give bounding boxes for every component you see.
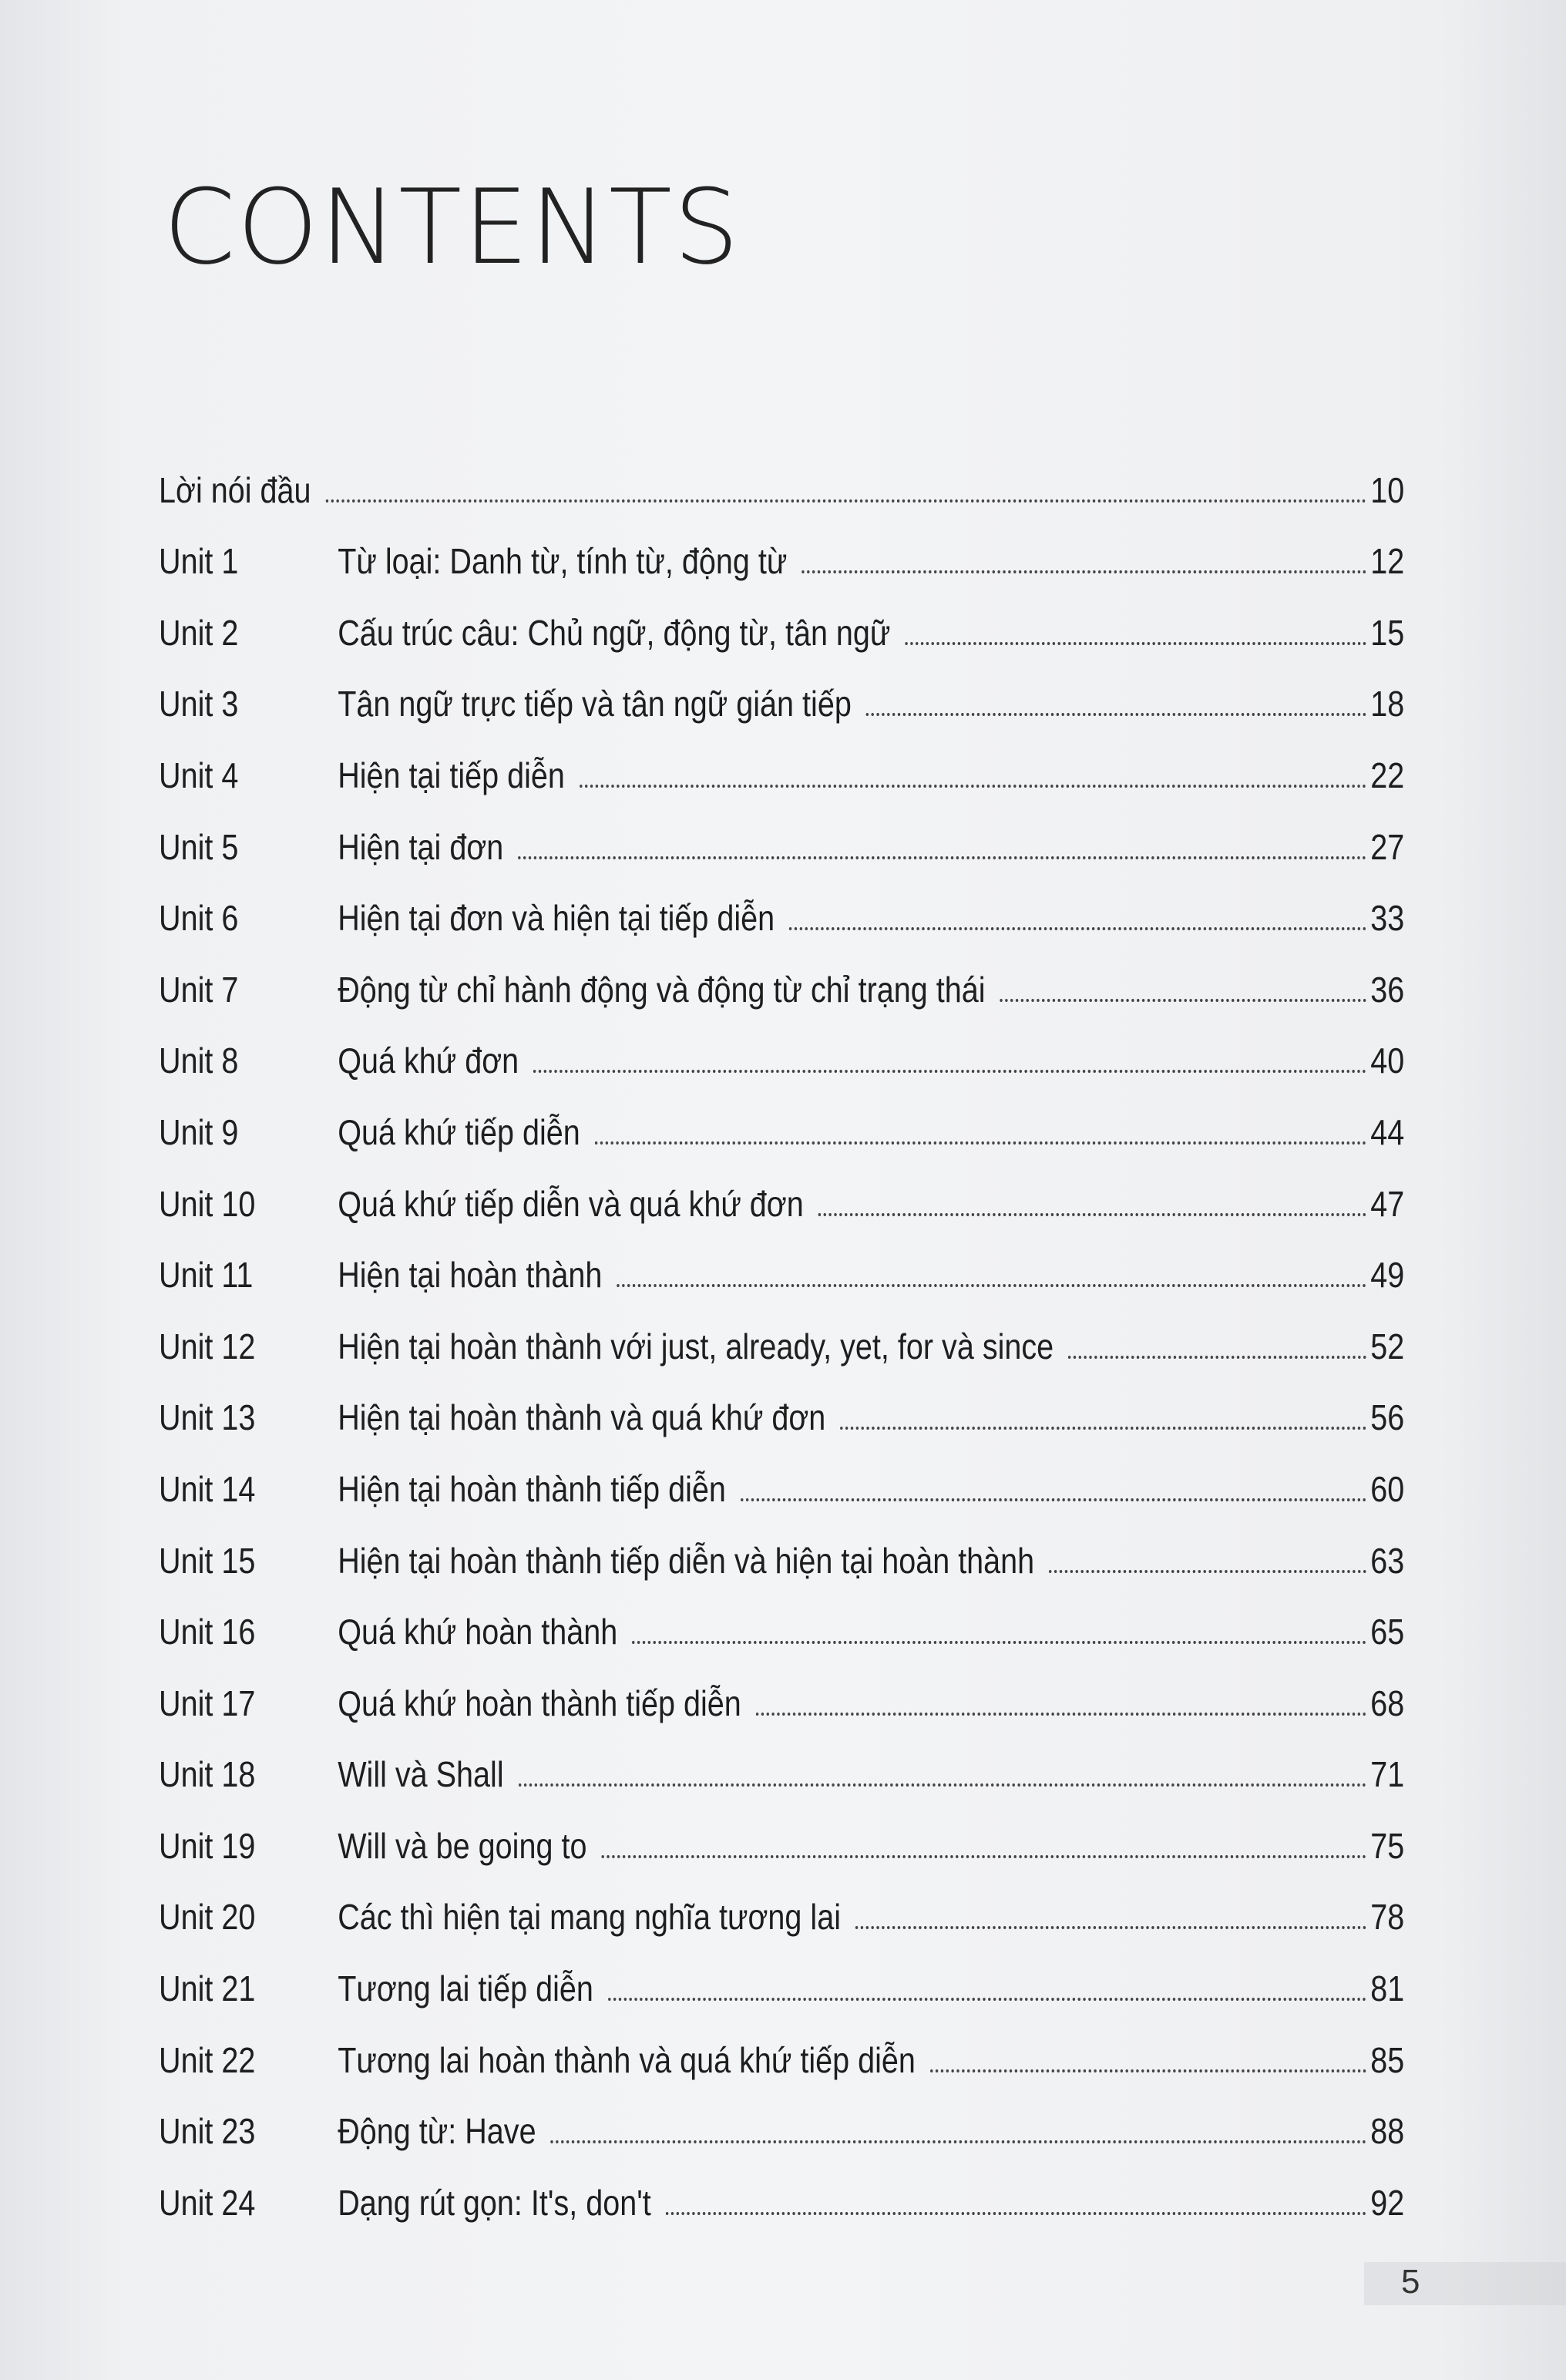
unit-title: Quá khứ hoàn thành tiếp diễn [338, 1682, 741, 1723]
unit-title: Quá khứ đơn [338, 1040, 519, 1081]
unit-number: Unit 1 [159, 541, 239, 582]
toc-row [159, 1380, 1404, 1451]
page-number: 75 [1370, 1825, 1405, 1866]
footer-band [1364, 2262, 1566, 2305]
dot-leader [518, 856, 1366, 859]
unit-title: Dạng rút gọn: It's, don't [338, 2182, 651, 2223]
preface-label: Lời nói đầu [159, 469, 311, 510]
dot-leader [580, 785, 1366, 788]
toc-row [159, 1237, 1404, 1309]
dot-leader [608, 1998, 1366, 2001]
dot-leader [666, 2212, 1366, 2215]
page-number: 65 [1370, 1612, 1405, 1652]
toc-row [159, 1736, 1404, 1808]
unit-title: Hiện tại hoàn thành [338, 1255, 603, 1296]
unit-number: Unit 15 [159, 1540, 256, 1581]
toc-row [159, 737, 1404, 808]
unit-number: Unit 4 [159, 755, 239, 795]
toc-row [159, 594, 1404, 666]
table-of-contents [159, 452, 1404, 2236]
unit-number: Unit 11 [159, 1255, 254, 1296]
toc-row [159, 2022, 1404, 2093]
unit-title: Hiện tại hoàn thành với just, already, yet, for và since [338, 1326, 1054, 1366]
page-number: 60 [1370, 1468, 1405, 1509]
dot-leader [855, 1926, 1366, 1929]
page-number: 27 [1370, 826, 1405, 867]
dot-leader [1049, 1570, 1366, 1573]
unit-number: Unit 8 [159, 1040, 239, 1081]
toc-row [159, 1094, 1404, 1165]
unit-number: Unit 17 [159, 1682, 256, 1723]
unit-number: Unit 20 [159, 1897, 256, 1938]
dot-leader [632, 1641, 1366, 1644]
toc-row [159, 666, 1404, 738]
unit-title: Hiện tại tiếp diễn [338, 755, 565, 795]
unit-number: Unit 5 [159, 826, 239, 867]
toc-row [159, 1308, 1404, 1380]
page-number: 63 [1370, 1540, 1405, 1581]
toc-row [159, 1594, 1404, 1666]
toc-row [159, 523, 1404, 595]
dot-leader [840, 1427, 1366, 1430]
page-number: 52 [1370, 1326, 1405, 1366]
unit-title: Các thì hiện tại mang nghĩa tương lai [338, 1897, 842, 1938]
page-number: 56 [1370, 1397, 1405, 1438]
page-number: 40 [1370, 1040, 1405, 1081]
unit-title: Will và be going to [338, 1825, 587, 1866]
toc-row [159, 2093, 1404, 2165]
page-number: 78 [1370, 1897, 1405, 1938]
dot-leader [519, 1783, 1367, 1787]
unit-number: Unit 14 [159, 1468, 256, 1509]
page-number: 18 [1370, 684, 1405, 724]
unit-number: Unit 16 [159, 1612, 256, 1652]
unit-title: Quá khứ hoàn thành [338, 1612, 618, 1652]
unit-title: Will và Shall [338, 1754, 504, 1795]
unit-number: Unit 10 [159, 1183, 256, 1224]
unit-title: Động từ: Have [338, 2111, 536, 2152]
dot-leader [601, 1855, 1366, 1858]
page-number: 68 [1370, 1682, 1405, 1723]
unit-title: Động từ chỉ hành động và động từ chỉ trạng thái [338, 969, 986, 1010]
unit-title: Hiện tại hoàn thành tiếp diễn [338, 1468, 726, 1509]
page-number: 85 [1370, 2039, 1405, 2080]
toc-row [159, 1522, 1404, 1594]
page-folio: 5 [1401, 2263, 1420, 2301]
page-number: 92 [1370, 2182, 1405, 2223]
unit-number: Unit 19 [159, 1825, 256, 1866]
unit-title: Tương lai tiếp diễn [338, 1968, 593, 2009]
unit-title: Quá khứ tiếp diễn và quá khứ đơn [338, 1183, 804, 1224]
unit-title: Hiện tại hoàn thành và quá khứ đơn [338, 1397, 826, 1438]
unit-title: Từ loại: Danh từ, tính từ, động từ [338, 541, 788, 582]
page-number: 33 [1370, 898, 1405, 939]
toc-row-preface [159, 452, 1404, 523]
toc-row [159, 880, 1404, 952]
contents-heading: CONTENTS [163, 167, 741, 287]
unit-number: Unit 21 [159, 1968, 256, 2009]
toc-row [159, 2164, 1404, 2236]
dot-leader [1000, 999, 1366, 1002]
unit-title: Tương lai hoàn thành và quá khứ tiếp diễn [338, 2039, 916, 2080]
preface-page-number: 10 [1370, 469, 1405, 510]
unit-title: Quá khứ tiếp diễn [338, 1111, 580, 1152]
dot-leader [533, 1070, 1366, 1073]
page-number: 71 [1370, 1754, 1405, 1795]
unit-number: Unit 6 [159, 898, 239, 939]
unit-number: Unit 3 [159, 684, 239, 724]
dot-leader [930, 2069, 1366, 2072]
unit-title: Hiện tại đơn và hiện tại tiếp diễn [338, 898, 775, 939]
toc-row [159, 1023, 1404, 1094]
dot-leader [741, 1498, 1366, 1501]
toc-row [159, 1451, 1404, 1522]
dot-leader [905, 642, 1366, 645]
page-number: 36 [1370, 969, 1405, 1010]
page-number: 12 [1370, 541, 1405, 582]
dot-leader [789, 927, 1366, 930]
page-number: 81 [1370, 1968, 1405, 2009]
page-number: 49 [1370, 1255, 1405, 1296]
toc-row [159, 1950, 1404, 2022]
dot-leader [866, 713, 1366, 716]
dot-leader [325, 499, 1366, 503]
page-number: 15 [1370, 612, 1405, 653]
unit-number: Unit 23 [159, 2111, 256, 2152]
unit-number: Unit 22 [159, 2039, 256, 2080]
page-number: 44 [1370, 1111, 1405, 1152]
dot-leader [756, 1713, 1366, 1716]
unit-title: Tân ngữ trực tiếp và tân ngữ gián tiếp [338, 684, 852, 724]
unit-number: Unit 2 [159, 612, 239, 653]
unit-title: Hiện tại đơn [338, 826, 504, 867]
toc-row [159, 808, 1404, 880]
unit-number: Unit 12 [159, 1326, 256, 1366]
page-number: 88 [1370, 2111, 1405, 2152]
unit-title: Cấu trúc câu: Chủ ngữ, động từ, tân ngữ [338, 612, 891, 653]
dot-leader [617, 1284, 1366, 1287]
page-number: 47 [1370, 1183, 1405, 1224]
unit-title: Hiện tại hoàn thành tiếp diễn và hiện tại hoàn thành [338, 1540, 1035, 1581]
toc-row [159, 1665, 1404, 1736]
unit-number: Unit 13 [159, 1397, 256, 1438]
toc-row [159, 1879, 1404, 1951]
toc-row [159, 951, 1404, 1023]
dot-leader [551, 2140, 1367, 2143]
dot-leader [818, 1213, 1366, 1216]
dot-leader [1068, 1356, 1366, 1359]
page-number: 22 [1370, 755, 1405, 795]
unit-number: Unit 24 [159, 2182, 256, 2223]
toc-row [159, 1165, 1404, 1237]
unit-number: Unit 7 [159, 969, 239, 1010]
unit-number: Unit 18 [159, 1754, 256, 1795]
unit-number: Unit 9 [159, 1111, 239, 1152]
dot-leader [801, 570, 1366, 573]
dot-leader [595, 1141, 1366, 1145]
toc-row [159, 1807, 1404, 1879]
